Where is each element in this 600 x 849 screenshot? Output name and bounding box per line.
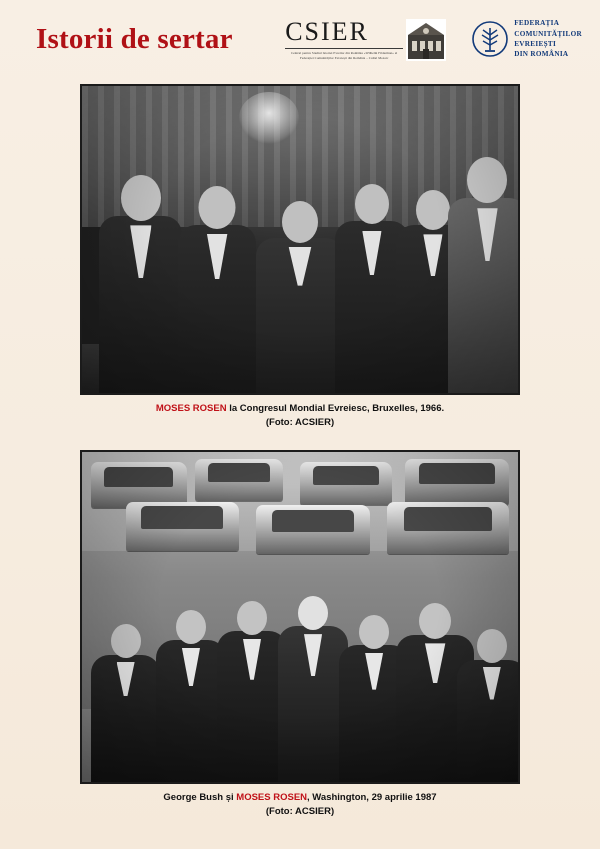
caption-text: , Washington, 29 aprilie 1987	[307, 792, 437, 803]
photo-moses-rosen-bruxelles	[80, 84, 520, 395]
federatia-logo	[472, 16, 582, 60]
csier-logo	[285, 15, 446, 61]
csier-wordmark: CSIER	[285, 17, 369, 46]
photo-block-washington	[80, 450, 520, 819]
csier-logo-text	[285, 19, 403, 61]
federatia-logo-text	[514, 18, 582, 60]
photo-caption-washington	[80, 784, 520, 819]
caption-credit: (Foto: ACSIER)	[265, 805, 335, 817]
page-header	[0, 0, 600, 76]
federatia-line-3: EVREIEȘTI	[514, 40, 557, 48]
csier-subtitle: Centrul pentru Studiul Istoriei Evreilor din România «Wilhelm Filderman» al Federației Comunităților Evreiești din România – Cultul Mozaic	[291, 51, 398, 60]
federatia-line-2: COMUNITĂȚILOR	[514, 29, 582, 38]
menorah-tree-icon	[472, 21, 508, 57]
caption-person-name: MOSES ROSEN	[155, 403, 227, 414]
csier-divider	[285, 48, 403, 49]
federatia-line-4: DIN ROMÂNIA	[514, 50, 569, 59]
caption-prefix: George Bush și	[163, 792, 237, 803]
photo-bush-rosen-washington	[80, 450, 520, 784]
federatia-line-1: FEDERAȚIA	[514, 19, 560, 28]
caption-credit: (Foto: ACSIER)	[265, 416, 335, 428]
page-title: Istorii de sertar	[36, 22, 233, 55]
caption-text: la Congresul Mondial Evreiesc, Bruxelles, 1966.	[226, 403, 445, 414]
photo-block-bruxelles	[80, 84, 520, 430]
photo-caption-bruxelles	[80, 395, 520, 430]
synagogue-building-icon	[406, 19, 446, 61]
caption-person-name: MOSES ROSEN	[236, 792, 308, 803]
